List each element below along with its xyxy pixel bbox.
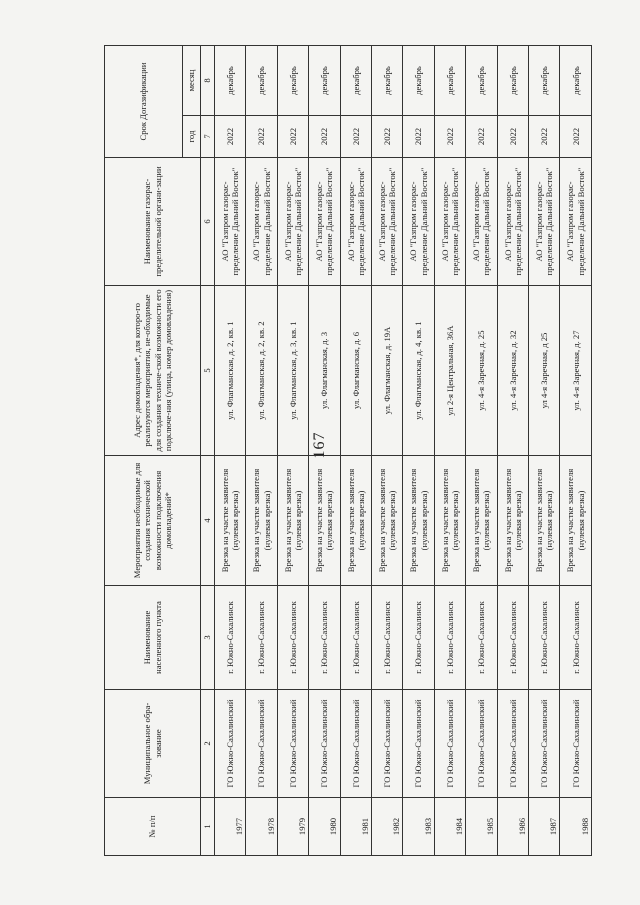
index-cell: 8	[201, 46, 215, 116]
index-cell: 6	[201, 158, 215, 286]
settlement-cell: г. Южно-Сахалинск	[277, 586, 308, 690]
header-municipality: Муниципальное обра-зование	[105, 690, 201, 798]
table-body	[215, 46, 592, 856]
header-deadline: Срок Догазификации	[105, 46, 183, 158]
year-cell: 2022	[309, 116, 340, 158]
rotated-table-container	[104, 46, 592, 856]
row-number-cell: 1977	[215, 798, 246, 856]
month-cell: декабрь	[466, 46, 497, 116]
month-cell: декабрь	[372, 46, 403, 116]
table-row	[466, 46, 497, 856]
page-number: 167	[311, 431, 328, 459]
year-cell: 2022	[529, 116, 560, 158]
municipality-cell: ГО Южно-Сахалинский	[277, 690, 308, 798]
settlement-cell: г. Южно-Сахалинск	[466, 586, 497, 690]
municipality-cell: ГО Южно-Сахалинский	[340, 690, 371, 798]
row-number-cell: 1978	[246, 798, 277, 856]
year-cell: 2022	[215, 116, 246, 158]
municipality-cell: ГО Южно-Сахалинский	[497, 690, 528, 798]
municipality-cell: ГО Южно-Сахалинский	[434, 690, 465, 798]
gas-organization-cell: АО "Газпром газорас-пределение Дальний Восток"	[466, 158, 497, 286]
table-header	[105, 46, 215, 856]
header-gas-organization: Наименование газорас-пределительной органи-зации	[105, 158, 201, 286]
gas-organization-cell: АО "Газпром газорас-пределение Дальний Восток"	[340, 158, 371, 286]
header-row-number: № п/п	[105, 798, 201, 856]
gas-organization-cell: АО "Газпром газорас-пределение Дальний Восток"	[560, 158, 592, 286]
address-cell: ул. 4-я Заречная, д. 27	[560, 286, 592, 456]
gas-organization-cell: АО "Газпром газорас-пределение Дальний Восток"	[529, 158, 560, 286]
address-cell: ул. Флагманская, д. 4, кв. 1	[403, 286, 434, 456]
municipality-cell: ГО Южно-Сахалинский	[403, 690, 434, 798]
month-cell: декабрь	[309, 46, 340, 116]
settlement-cell: г. Южно-Сахалинск	[403, 586, 434, 690]
row-number-cell: 1983	[403, 798, 434, 856]
index-cell: 2	[201, 690, 215, 798]
index-cell: 5	[201, 286, 215, 456]
table-row	[215, 46, 246, 856]
address-cell: ул. 4-я Заречная, д. 32	[497, 286, 528, 456]
settlement-cell: г. Южно-Сахалинск	[340, 586, 371, 690]
index-cell: 1	[201, 798, 215, 856]
header-month: месяц	[183, 46, 201, 116]
header-address: Адрес домовладения*, для которо-го реализуются мероприятия, не-обходимые для создания техниче-ской возможности его подключе-ния (улица, номер домовладения)	[105, 286, 201, 456]
municipality-cell: ГО Южно-Сахалинский	[560, 690, 592, 798]
table-row	[529, 46, 560, 856]
year-cell: 2022	[372, 116, 403, 158]
measure-cell: Врезка на участке заявителя (нулевая врезка)	[340, 456, 371, 586]
year-cell: 2022	[497, 116, 528, 158]
municipality-cell: ГО Южно-Сахалинский	[309, 690, 340, 798]
measure-cell: Врезка на участке заявителя (нулевая врезка)	[372, 456, 403, 586]
row-number-cell: 1981	[340, 798, 371, 856]
gas-organization-cell: АО "Газпром газорас-пределение Дальний Восток"	[246, 158, 277, 286]
settlement-cell: г. Южно-Сахалинск	[497, 586, 528, 690]
month-cell: декабрь	[497, 46, 528, 116]
month-cell: декабрь	[340, 46, 371, 116]
settlement-cell: г. Южно-Сахалинск	[309, 586, 340, 690]
year-cell: 2022	[246, 116, 277, 158]
year-cell: 2022	[466, 116, 497, 158]
municipality-cell: ГО Южно-Сахалинский	[215, 690, 246, 798]
row-number-cell: 1982	[372, 798, 403, 856]
header-measures: Мероприятия необходимые для создания технической возможности подключения домовладений*	[105, 456, 201, 586]
table-row	[340, 46, 371, 856]
header-year: год	[183, 116, 201, 158]
gas-organization-cell: АО "Газпром газорас-пределение Дальний Восток"	[372, 158, 403, 286]
month-cell: декабрь	[403, 46, 434, 116]
address-cell: ул. Флагманская, д. 2, кв. 2	[246, 286, 277, 456]
gas-organization-cell: АО "Газпром газорас-пределение Дальний Восток"	[403, 158, 434, 286]
settlement-cell: г. Южно-Сахалинск	[560, 586, 592, 690]
measure-cell: Врезка на участке заявителя (нулевая врезка)	[309, 456, 340, 586]
header-settlement: Наименование населенного пункта	[105, 586, 201, 690]
gasification-table	[104, 45, 592, 856]
gas-organization-cell: АО "Газпром газорас-пределение Дальний Восток"	[309, 158, 340, 286]
row-number-cell: 1980	[309, 798, 340, 856]
settlement-cell: г. Южно-Сахалинск	[529, 586, 560, 690]
municipality-cell: ГО Южно-Сахалинский	[372, 690, 403, 798]
measure-cell: Врезка на участке заявителя (нулевая врезка)	[215, 456, 246, 586]
gas-organization-cell: АО "Газпром газорас-пределение Дальний Восток"	[434, 158, 465, 286]
measure-cell: Врезка на участке заявителя (нулевая врезка)	[434, 456, 465, 586]
address-cell: ул. Флагманская, д. 3, кв. 1	[277, 286, 308, 456]
index-cell: 7	[201, 116, 215, 158]
index-cell: 3	[201, 586, 215, 690]
month-cell: декабрь	[560, 46, 592, 116]
row-number-cell: 1984	[434, 798, 465, 856]
index-cell: 4	[201, 456, 215, 586]
measure-cell: Врезка на участке заявителя (нулевая врезка)	[246, 456, 277, 586]
municipality-cell: ГО Южно-Сахалинский	[529, 690, 560, 798]
table-row	[372, 46, 403, 856]
table-row	[403, 46, 434, 856]
settlement-cell: г. Южно-Сахалинск	[215, 586, 246, 690]
address-cell: ул. Флагманская, д. 6	[340, 286, 371, 456]
settlement-cell: г. Южно-Сахалинск	[246, 586, 277, 690]
address-cell: ул 4-я Заречная, д 25	[529, 286, 560, 456]
month-cell: декабрь	[246, 46, 277, 116]
year-cell: 2022	[340, 116, 371, 158]
table-row	[309, 46, 340, 856]
measure-cell: Врезка на участке заявителя (нулевая врезка)	[497, 456, 528, 586]
measure-cell: Врезка на участке заявителя (нулевая врезка)	[466, 456, 497, 586]
month-cell: декабрь	[529, 46, 560, 116]
month-cell: декабрь	[215, 46, 246, 116]
measure-cell: Врезка на участке заявителя (нулевая врезка)	[277, 456, 308, 586]
year-cell: 2022	[560, 116, 592, 158]
measure-cell: Врезка на участке заявителя (нулевая врезка)	[403, 456, 434, 586]
row-number-cell: 1986	[497, 798, 528, 856]
table-row	[497, 46, 528, 856]
table-row	[246, 46, 277, 856]
gas-organization-cell: АО "Газпром газорас-пределение Дальний Восток"	[215, 158, 246, 286]
row-number-cell: 1979	[277, 798, 308, 856]
row-number-cell: 1985	[466, 798, 497, 856]
year-cell: 2022	[277, 116, 308, 158]
year-cell: 2022	[434, 116, 465, 158]
settlement-cell: г. Южно-Сахалинск	[372, 586, 403, 690]
row-number-cell: 1988	[560, 798, 592, 856]
address-cell: ул. Флагманская, д. 2, кв. 1	[215, 286, 246, 456]
row-number-cell: 1987	[529, 798, 560, 856]
municipality-cell: ГО Южно-Сахалинский	[246, 690, 277, 798]
year-cell: 2022	[403, 116, 434, 158]
measure-cell: Врезка на участке заявителя (нулевая врезка)	[560, 456, 592, 586]
address-cell: ул. Флагманская, д. 19А	[372, 286, 403, 456]
municipality-cell: ГО Южно-Сахалинский	[466, 690, 497, 798]
index-row	[201, 46, 215, 856]
address-cell: ул. Флагманская, д. 3	[309, 286, 340, 456]
measure-cell: Врезка на участке заявителя (нулевая врезка)	[529, 456, 560, 586]
month-cell: декабрь	[277, 46, 308, 116]
gas-organization-cell: АО "Газпром газорас-пределение Дальний Восток"	[497, 158, 528, 286]
address-cell: ул. 4-я Заречная, д. 25	[466, 286, 497, 456]
gas-organization-cell: АО "Газпром газорас-пределение Дальний Восток"	[277, 158, 308, 286]
table-row	[434, 46, 465, 856]
address-cell: ул 2-я Центральная, 36А	[434, 286, 465, 456]
month-cell: декабрь	[434, 46, 465, 116]
table-row	[560, 46, 592, 856]
table-row	[277, 46, 308, 856]
settlement-cell: г. Южно-Сахалинск	[434, 586, 465, 690]
